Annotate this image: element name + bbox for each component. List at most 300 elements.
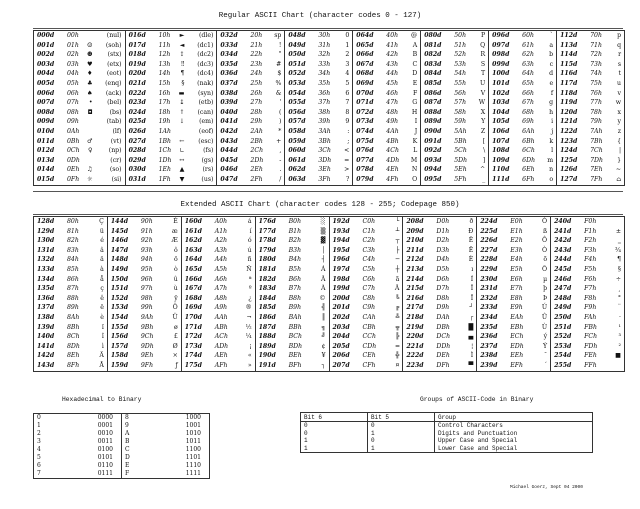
control-name: (stx) — [107, 51, 122, 59]
character: Ö — [172, 304, 178, 312]
decimal-code: 118d — [560, 89, 578, 97]
character: ╦ — [395, 323, 400, 331]
chart-column — [488, 31, 556, 185]
decimal-code: 041d — [220, 118, 238, 126]
decimal-code: 035d — [220, 60, 238, 68]
char-row — [34, 227, 107, 237]
binary-value: 1010 — [185, 430, 201, 437]
char-row — [477, 255, 550, 265]
char-row — [421, 156, 488, 166]
character: ª — [248, 275, 252, 283]
character: { — [617, 137, 622, 145]
decimal-code: 071d — [356, 99, 374, 107]
char-row — [34, 351, 107, 361]
character: M — [410, 156, 418, 164]
character: Y — [481, 118, 486, 126]
hex-code: 93h — [140, 246, 153, 254]
character: ÿ — [174, 294, 178, 302]
decimal-code: 089d — [424, 118, 442, 126]
decimal-code: 066d — [356, 51, 374, 59]
decimal-code: 195d — [332, 246, 350, 254]
char-row — [256, 246, 329, 256]
decimal-code: 078d — [356, 166, 374, 174]
chart-column — [34, 217, 107, 371]
character: £ — [173, 333, 178, 341]
char-row — [34, 165, 125, 175]
hex-code: 91h — [140, 227, 153, 235]
binary-value: 1001 — [185, 422, 201, 429]
hex-code: A9h — [214, 304, 228, 312]
decimal-code: 193d — [332, 227, 350, 235]
hex-code: 78h — [590, 108, 602, 116]
decimal-code: 235d — [480, 323, 498, 331]
decimal-code: 145d — [110, 227, 129, 235]
character: Ó — [542, 218, 548, 225]
char-row — [353, 98, 420, 108]
character: U — [479, 79, 486, 87]
character: þ — [543, 285, 548, 293]
character: ô — [174, 246, 178, 254]
character: Z — [480, 127, 486, 135]
hex-code: ACh — [214, 333, 228, 341]
hex-code: 79h — [590, 118, 602, 126]
character: [ — [482, 137, 486, 145]
character: ; — [347, 137, 350, 145]
decimal-code: 141d — [37, 342, 55, 350]
decimal-code: 220d — [406, 333, 424, 341]
character: º — [248, 285, 252, 293]
hex-code: 51h — [454, 41, 467, 49]
decimal-code: 179d — [258, 246, 276, 254]
hex-code: F3h — [584, 246, 597, 254]
decimal-code: 016d — [128, 32, 146, 39]
decimal-code: 254d — [554, 352, 572, 360]
hex-row — [34, 438, 210, 446]
hex-code: 11h — [158, 41, 171, 49]
control-name: (cr) — [110, 156, 122, 164]
hex-code: ADh — [214, 342, 229, 350]
hex-code: FDh — [584, 342, 598, 350]
char-row — [108, 265, 181, 275]
decimal-code: 019d — [128, 60, 146, 68]
hex-code: 59h — [454, 118, 467, 126]
char-row — [34, 246, 107, 256]
hex-code: 4Ch — [386, 147, 399, 155]
hex-code: F5h — [584, 265, 597, 273]
character: ▀ — [468, 361, 474, 369]
decimal-code: 055d — [288, 99, 306, 107]
hex-code: 75h — [590, 79, 602, 87]
hex-code: D9h — [436, 304, 450, 312]
character: ╝ — [321, 333, 326, 341]
group-row — [301, 437, 593, 445]
decimal-code: 153d — [110, 304, 129, 312]
header-group: Group — [435, 413, 593, 422]
character: â — [100, 246, 104, 254]
decimal-code: 133d — [37, 265, 55, 273]
decimal-code: 088d — [424, 108, 442, 116]
decimal-code: 046d — [220, 166, 238, 174]
char-row — [557, 175, 624, 185]
decimal-code: 135d — [37, 285, 55, 293]
hex-code: 2Ah — [250, 127, 263, 135]
char-row — [477, 265, 550, 275]
character: ♂ — [87, 137, 93, 145]
hex-code: 99h — [140, 304, 153, 312]
hex-code: E6h — [510, 275, 523, 283]
decimal-code: 011d — [37, 137, 55, 145]
character: Û — [541, 313, 548, 321]
decimal-code: 240d — [554, 218, 572, 225]
char-row — [34, 175, 125, 185]
character: ø — [174, 323, 178, 331]
binary-value: 0101 — [70, 454, 122, 462]
char-row — [421, 108, 488, 118]
char-row — [489, 108, 556, 118]
decimal-code: 028d — [128, 147, 146, 155]
divider — [33, 191, 623, 192]
decimal-code: 043d — [220, 137, 238, 145]
character: ê — [100, 294, 104, 302]
divider — [33, 214, 623, 215]
character: ┴ — [395, 227, 400, 235]
character: a — [549, 41, 554, 49]
hex-code: 6Fh — [522, 175, 535, 183]
decimal-code: 018d — [128, 51, 146, 59]
character: ä — [100, 256, 104, 264]
character: . — [279, 166, 282, 174]
decimal-code: 252d — [554, 333, 572, 341]
binary-value: 0111 — [70, 470, 122, 479]
char-row — [108, 303, 181, 313]
character: t — [618, 70, 622, 78]
character: ³ — [618, 333, 621, 341]
character: ÷ — [615, 275, 621, 283]
decimal-code: 172d — [184, 333, 202, 341]
character: ◘ — [87, 108, 93, 116]
char-row — [421, 98, 488, 108]
hex-code: 1Eh — [158, 166, 172, 174]
decimal-code: 005d — [37, 79, 55, 87]
hex-code: 70h — [590, 32, 602, 39]
character: ‼ — [181, 60, 185, 68]
char-row — [182, 294, 255, 304]
decimal-code: 242d — [554, 237, 572, 245]
hex-code: 28h — [250, 108, 263, 116]
char-row — [330, 284, 403, 294]
char-row — [330, 227, 403, 237]
character: - — [279, 156, 282, 164]
char-row — [489, 165, 556, 175]
decimal-code: 047d — [220, 175, 238, 183]
char-row — [108, 255, 181, 265]
character: Ê — [468, 237, 474, 245]
control-name: (nak) — [197, 79, 214, 87]
chart-column — [181, 217, 255, 371]
character: 1 — [345, 41, 350, 49]
char-row — [108, 332, 181, 342]
char-row — [477, 313, 550, 323]
char-row — [217, 127, 284, 137]
hex-code: 3Ch — [318, 147, 332, 155]
character: I — [414, 118, 418, 126]
char-row — [182, 323, 255, 333]
hex-code: CDh — [362, 342, 377, 350]
group-name: Lower Case and Special — [438, 444, 518, 452]
character: " — [278, 51, 282, 59]
char-row — [285, 175, 352, 185]
hex-code: BEh — [288, 352, 302, 360]
character: ' — [279, 99, 282, 107]
decimal-code: 225d — [480, 227, 498, 235]
decimal-code: 056d — [288, 108, 306, 116]
character: _ — [482, 175, 486, 183]
decimal-code: 237d — [480, 342, 498, 350]
decimal-code: 072d — [356, 108, 374, 116]
hex-code: 00h — [67, 32, 79, 39]
control-name: (dc2) — [197, 51, 214, 59]
hex-code: DFh — [436, 361, 450, 369]
hex-code: D0h — [436, 218, 450, 225]
char-row — [34, 127, 125, 137]
char-row — [421, 127, 488, 137]
hex-code: 86h — [67, 275, 79, 283]
decimal-code: 201d — [332, 304, 350, 312]
character: ╠ — [395, 333, 400, 341]
char-row — [217, 98, 284, 108]
decimal-code: 085d — [424, 79, 442, 87]
decimal-code: 144d — [110, 218, 129, 225]
char-row — [126, 137, 217, 147]
character: & — [275, 89, 282, 97]
character: Ý — [543, 342, 548, 350]
control-name: (si) — [111, 175, 122, 183]
decimal-code: 025d — [128, 118, 146, 126]
hex-code: 3Dh — [318, 156, 332, 164]
character: ┘ — [469, 304, 474, 312]
hex-code: 15h — [158, 79, 171, 87]
character: ( — [278, 108, 282, 116]
hex-code: B4h — [288, 256, 302, 264]
decimal-code: 192d — [332, 218, 350, 225]
hex-code: 4Ah — [386, 127, 399, 135]
character: ▼ — [179, 175, 185, 183]
character: ã — [395, 275, 400, 283]
character: ‗ — [617, 237, 621, 245]
hex-code: EAh — [510, 313, 524, 321]
character: Æ — [171, 237, 178, 245]
hex-code: DBh — [436, 323, 450, 331]
hex-code: F6h — [584, 275, 597, 283]
character: ► — [179, 32, 185, 39]
hex-code: 3Bh — [318, 137, 331, 145]
hex-digit: 0 — [37, 414, 41, 421]
char-row — [217, 137, 284, 147]
hex-code: 71h — [590, 41, 602, 49]
char-row — [403, 236, 476, 246]
character: : — [347, 127, 350, 135]
decimal-code: 044d — [220, 147, 238, 155]
decimal-code: 203d — [332, 323, 350, 331]
char-row — [403, 332, 476, 342]
char-row — [353, 146, 420, 156]
char-row — [477, 323, 550, 333]
char-row — [330, 332, 403, 342]
char-row — [403, 313, 476, 323]
character: ╬ — [395, 352, 400, 360]
decimal-code: 247d — [554, 285, 572, 293]
character: n — [549, 166, 554, 174]
hex-code: DAh — [436, 313, 450, 321]
char-row — [34, 265, 107, 275]
decimal-code: 099d — [492, 60, 510, 68]
char-row — [182, 265, 255, 275]
decimal-code: 021d — [128, 79, 146, 87]
char-row — [126, 156, 217, 166]
hex-code: 8Dh — [67, 342, 80, 350]
decimal-code: 049d — [288, 41, 306, 49]
hex-code: 7Bh — [590, 137, 603, 145]
char-row — [557, 50, 624, 60]
decimal-code: 228d — [480, 256, 498, 264]
character: ƒ — [175, 361, 178, 369]
char-row — [489, 89, 556, 99]
decimal-code: 241d — [554, 227, 572, 235]
hex-code: 97h — [140, 285, 153, 293]
char-row — [256, 313, 329, 323]
decimal-code: 122d — [560, 127, 578, 135]
hex-code: 5Bh — [454, 137, 467, 145]
decimal-code: 117d — [560, 79, 578, 87]
char-row — [217, 31, 284, 41]
hex-digit: C — [125, 446, 130, 453]
hex-code: 8Eh — [67, 352, 80, 360]
decimal-code: 077d — [356, 156, 374, 164]
char-row — [477, 351, 550, 361]
character: ┤ — [321, 256, 326, 264]
char-row — [403, 303, 476, 313]
hex-code: 8Fh — [67, 361, 80, 369]
character: █ — [468, 323, 474, 331]
bit5-value: 0 — [368, 422, 435, 430]
char-row — [126, 60, 217, 70]
hex-code: 60h — [522, 32, 535, 39]
character: ┼ — [395, 265, 400, 273]
character: ↑ — [179, 108, 185, 116]
hex-code: DEh — [436, 352, 450, 360]
hex-code: A1h — [214, 227, 228, 235]
decimal-code: 107d — [492, 137, 510, 145]
hex-code: C6h — [362, 275, 376, 283]
decimal-code: 151d — [110, 285, 129, 293]
character: ½ — [245, 323, 252, 331]
hex-code: 38h — [318, 108, 331, 116]
control-name: (ack) — [105, 89, 122, 97]
control-name: (syn) — [197, 89, 214, 97]
char-row — [557, 156, 624, 166]
hex-code: 30h — [318, 32, 331, 39]
character: ↔ — [179, 156, 185, 164]
decimal-code: 013d — [37, 156, 55, 164]
character: v — [617, 89, 622, 97]
char-row — [108, 294, 181, 304]
hex-code: 6Bh — [522, 137, 535, 145]
hex-code: 6Ch — [522, 147, 535, 155]
char-row — [34, 332, 107, 342]
decimal-code: 009d — [37, 118, 55, 126]
hex-code: 7Eh — [590, 166, 603, 174]
hex-code: F2h — [584, 237, 597, 245]
character: \ — [483, 147, 486, 155]
char-row — [34, 89, 125, 99]
char-row — [551, 323, 624, 333]
hex-code: A5h — [214, 265, 228, 273]
decimal-code: 171d — [184, 323, 202, 331]
hex-code: 29h — [250, 118, 263, 126]
decimal-code: 079d — [356, 175, 374, 183]
hex-code: 42h — [386, 51, 399, 59]
hex-code: 10h — [158, 32, 171, 39]
decimal-code: 026d — [128, 127, 146, 135]
decimal-code: 212d — [406, 256, 424, 264]
character: 2 — [345, 51, 350, 59]
control-name: (eof) — [198, 127, 214, 135]
decimal-code: 173d — [184, 342, 202, 350]
character: é — [100, 237, 104, 245]
char-row — [551, 236, 624, 246]
char-row — [285, 69, 352, 79]
decimal-code: 197d — [332, 265, 350, 273]
decimal-code: 187d — [258, 323, 276, 331]
hex-code: 40h — [386, 32, 399, 39]
character: ® — [245, 304, 252, 312]
character: ´ — [544, 361, 548, 369]
character: F — [412, 89, 418, 97]
decimal-code: 012d — [37, 147, 55, 155]
char-row — [330, 275, 403, 285]
hex-code: 94h — [140, 256, 153, 264]
hex-code: 92h — [140, 237, 153, 245]
character: 6 — [345, 89, 350, 97]
decimal-code: 029d — [128, 156, 146, 164]
decimal-code: 143d — [37, 361, 55, 369]
char-row — [551, 275, 624, 285]
character: ý — [543, 333, 548, 341]
char-row — [108, 313, 181, 323]
char-row — [34, 108, 125, 118]
char-row — [353, 89, 420, 99]
char-row — [421, 41, 488, 51]
hex-code: 14h — [158, 70, 171, 78]
hex-code: E9h — [510, 304, 523, 312]
char-row — [551, 246, 624, 256]
char-row — [256, 351, 329, 361]
hex-code: 55h — [454, 79, 467, 87]
char-row — [34, 60, 125, 70]
character: H — [411, 108, 418, 116]
hex-code: 88h — [67, 294, 79, 302]
hex-code: 96h — [140, 275, 153, 283]
char-row — [108, 246, 181, 256]
char-row — [421, 137, 488, 147]
hex-code: D3h — [436, 246, 450, 254]
character: ` — [550, 32, 554, 39]
char-row — [256, 294, 329, 304]
character: u — [617, 79, 622, 87]
decimal-code: 167d — [184, 285, 202, 293]
character: 7 — [345, 99, 350, 107]
decimal-code: 253d — [554, 342, 572, 350]
